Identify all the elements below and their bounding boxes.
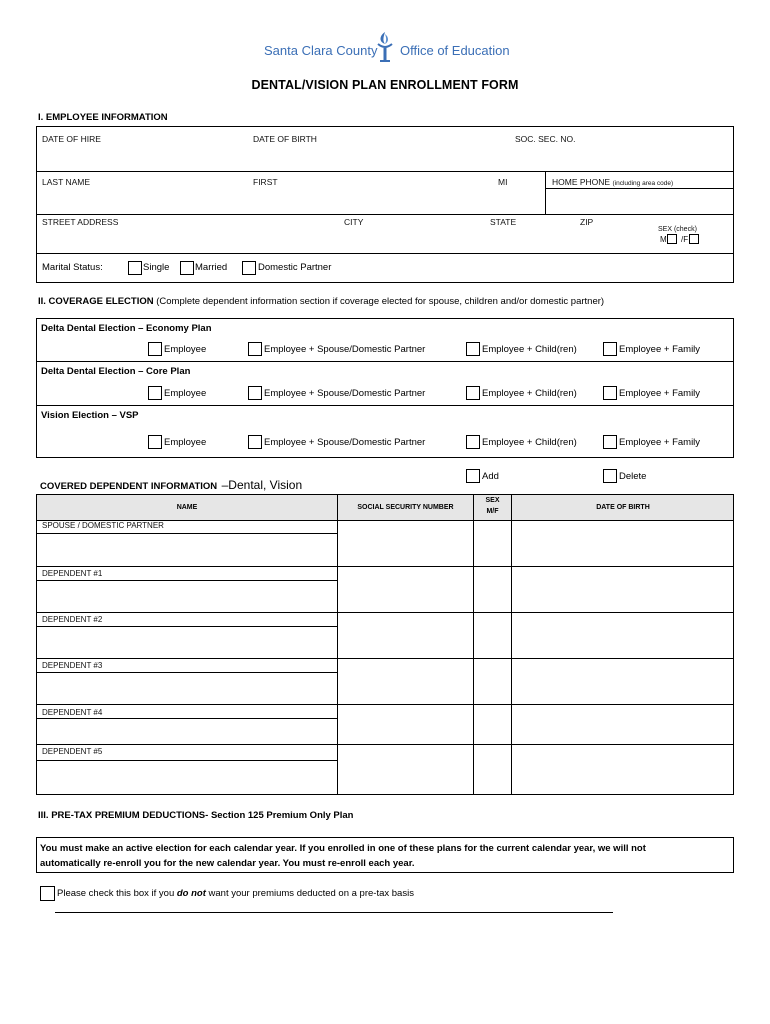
col-sex-header: SEX	[485, 497, 500, 504]
dependent-table	[36, 494, 734, 795]
add-checkbox[interactable]	[466, 469, 480, 483]
core-plan-heading: Delta Dental Election – Core Plan	[41, 366, 191, 377]
sex-f-label: /F	[681, 235, 689, 244]
core-family-checkbox[interactable]	[603, 386, 617, 400]
dependent-row-label: DEPENDENT #2	[42, 615, 103, 624]
vision-plan-heading: Vision Election – VSP	[41, 410, 139, 421]
torch-icon	[374, 30, 396, 64]
vision-spouse-label: Employee + Spouse/Domestic Partner	[264, 437, 426, 448]
dependent-row-label: DEPENDENT #1	[42, 569, 103, 578]
zip-label: ZIP	[580, 217, 594, 227]
core-spouse-checkbox[interactable]	[248, 386, 262, 400]
col-dob-header: DATE OF BIRTH	[596, 504, 650, 511]
col-ssn-header: SOCIAL SECURITY NUMBER	[357, 504, 454, 511]
economy-child-checkbox[interactable]	[466, 342, 480, 356]
dependent-row-label: DEPENDENT #5	[42, 747, 103, 756]
domestic-partner-label: Domestic Partner	[258, 262, 332, 273]
core-employee-checkbox[interactable]	[148, 386, 162, 400]
vision-child-label: Employee + Child(ren)	[482, 437, 577, 448]
vision-employee-label: Employee	[164, 437, 207, 448]
first-name-label: FIRST	[253, 177, 278, 187]
dependent-row-label: DEPENDENT #4	[42, 708, 103, 717]
pretax-notice-line2: automatically re-enroll you for the new calendar year. You must re-enroll each year.	[40, 858, 415, 869]
org-name-right: Office of Education	[400, 43, 510, 58]
delete-checkbox[interactable]	[603, 469, 617, 483]
single-checkbox[interactable]	[128, 261, 142, 275]
date-of-hire-label: DATE OF HIRE	[42, 134, 101, 144]
domestic-partner-checkbox[interactable]	[242, 261, 256, 275]
economy-plan-heading: Delta Dental Election – Economy Plan	[41, 323, 212, 334]
core-child-label: Employee + Child(ren)	[482, 388, 577, 399]
section-employee-heading: I. EMPLOYEE INFORMATION	[38, 112, 168, 123]
sex-f-checkbox[interactable]	[689, 234, 699, 244]
delete-label: Delete	[619, 471, 647, 482]
county-logo	[262, 34, 512, 68]
economy-family-checkbox[interactable]	[603, 342, 617, 356]
core-child-checkbox[interactable]	[466, 386, 480, 400]
pretax-optout-label: Please check this box if you do not want your premiums deducted on a pre-tax basis	[57, 888, 414, 899]
dependent-row-label: SPOUSE / DOMESTIC PARTNER	[42, 521, 164, 530]
vision-employee-checkbox[interactable]	[148, 435, 162, 449]
married-checkbox[interactable]	[180, 261, 194, 275]
last-name-label: LAST NAME	[42, 177, 91, 187]
col-sex-mf-header: M/F	[486, 508, 499, 515]
economy-spouse-checkbox[interactable]	[248, 342, 262, 356]
vision-family-label: Employee + Family	[619, 437, 701, 448]
marital-status-label: Marital Status:	[42, 262, 103, 273]
sex-label: SEX (check)	[658, 226, 697, 233]
sex-m-label: M	[660, 235, 667, 244]
date-of-birth-label: DATE OF BIRTH	[253, 134, 317, 144]
ssn-label: SOC. SEC. NO.	[515, 134, 576, 144]
core-spouse-label: Employee + Spouse/Domestic Partner	[264, 388, 426, 399]
sex-m-checkbox[interactable]	[667, 234, 677, 244]
vision-family-checkbox[interactable]	[603, 435, 617, 449]
employee-info-box	[36, 126, 734, 283]
economy-family-label: Employee + Family	[619, 344, 701, 355]
economy-child-label: Employee + Child(ren)	[482, 344, 577, 355]
vision-child-checkbox[interactable]	[466, 435, 480, 449]
home-phone-label: HOME PHONE (including area code)	[552, 177, 674, 187]
dependent-row-label: DEPENDENT #3	[42, 661, 103, 670]
economy-employee-label: Employee	[164, 344, 207, 355]
vision-spouse-checkbox[interactable]	[248, 435, 262, 449]
economy-spouse-label: Employee + Spouse/Domestic Partner	[264, 344, 426, 355]
add-label: Add	[482, 471, 499, 482]
col-name-header: NAME	[176, 504, 198, 511]
pretax-notice-line1: You must make an active election for each calendar year. If you enrolled in one of these plans for the current calendar year, we will not	[40, 843, 646, 854]
pretax-optout-checkbox[interactable]	[40, 886, 55, 901]
street-address-label: STREET ADDRESS	[42, 217, 119, 227]
single-label: Single	[143, 262, 170, 273]
page-title: DENTAL/VISION PLAN ENROLLMENT FORM	[251, 78, 519, 92]
married-label: Married	[195, 262, 228, 273]
economy-employee-checkbox[interactable]	[148, 342, 162, 356]
mi-label: MI	[498, 177, 508, 187]
org-name-left: Santa Clara County	[264, 43, 378, 58]
section-coverage-heading: II. COVERAGE ELECTION (Complete dependent information section if coverage elected for spouse, children and/or domestic partner)	[38, 296, 605, 307]
core-employee-label: Employee	[164, 388, 207, 399]
core-family-label: Employee + Family	[619, 388, 701, 399]
dependent-heading: COVERED DEPENDENT INFORMATION –Dental, Vision	[40, 478, 303, 492]
section-pretax-heading: III. PRE-TAX PREMIUM DEDUCTIONS- Section 125 Premium Only Plan	[38, 810, 354, 821]
city-label: CITY	[344, 217, 364, 227]
state-label: STATE	[490, 217, 517, 227]
